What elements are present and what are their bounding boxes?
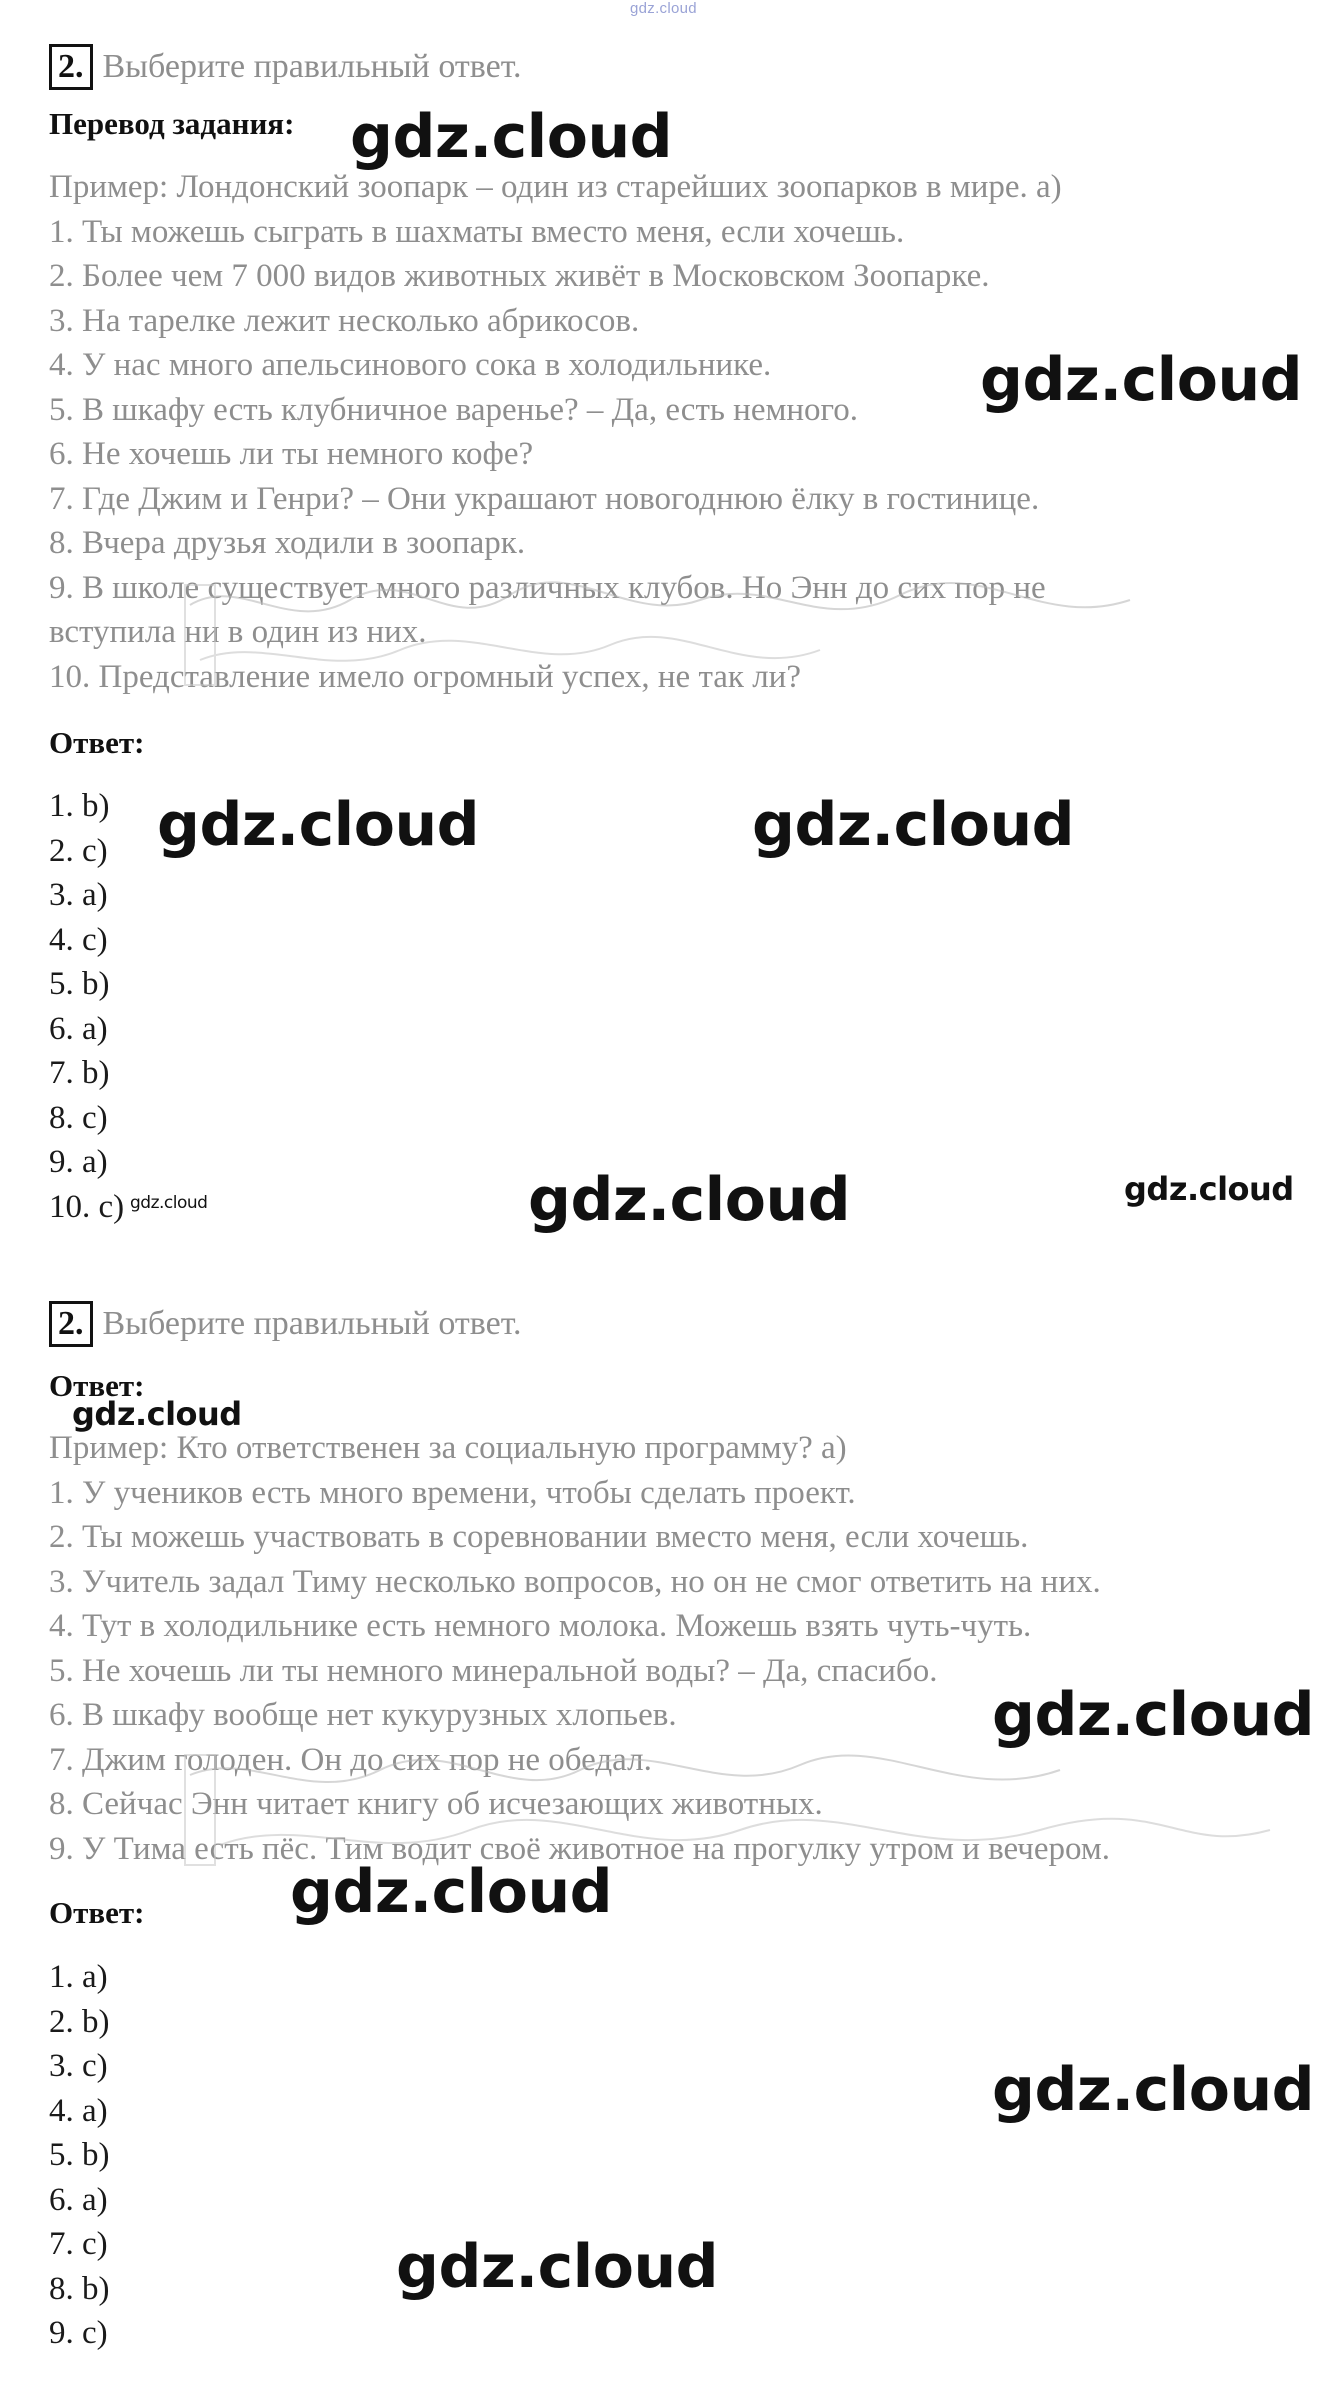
translation-line: Пример: Кто ответственен за социальную программу? а) — [49, 1430, 847, 1466]
watermark: gdz.cloud — [992, 1680, 1315, 1750]
translation-line: 10. Представление имело огромный успех, не так ли? — [49, 658, 801, 695]
task-instruction-1: Выберите правильный ответ. — [102, 48, 522, 85]
translation-line: 9. У Тима есть пёс. Тим водит своё животное на прогулку утром и вечером. — [49, 1830, 1111, 1867]
answer-item: 6. a) — [49, 2181, 108, 2218]
watermark: gdz.cloud — [290, 1857, 613, 1927]
watermark: gdz.cloud — [752, 790, 1075, 860]
answer-item: 4. c) — [49, 921, 108, 958]
answer-item: 8. b) — [49, 2270, 110, 2307]
watermark: gdz.cloud — [350, 102, 673, 172]
answer-item: 3. a) — [49, 877, 108, 913]
watermark: gdz.cloud — [130, 1193, 208, 1213]
watermark: gdz.cloud — [1124, 1170, 1294, 1208]
answer-label-2: Ответ: — [49, 1895, 145, 1930]
task-number-2: 2. — [49, 1301, 93, 1347]
translation-line: 2. Ты можешь участвовать в соревновании вместо меня, если хочешь. — [49, 1519, 1029, 1555]
translation-line: 6. Не хочешь ли ты немного кофе? — [49, 436, 534, 472]
watermark: gdz.cloud — [396, 2232, 719, 2302]
answer-list-2 — [49, 1955, 110, 2356]
translation-line: 5. В шкафу есть клубничное варенье? – Да, есть немного. — [49, 391, 858, 428]
answer-list-1 — [49, 784, 124, 1229]
watermark: gdz.cloud — [992, 2055, 1315, 2125]
translation-line: 4. У нас много апельсинового сока в холодильнике. — [49, 347, 772, 383]
watermark: gdz.cloud — [72, 1395, 242, 1433]
answer-item: 6. a) — [49, 1010, 108, 1047]
translation-line: 7. Где Джим и Генри? – Они украшают новогоднюю ёлку в гостинице. — [49, 480, 1040, 517]
scribble-overlay-1 — [180, 565, 1240, 695]
translation-line: 6. В шкафу вообще нет кукурузных хлопьев. — [49, 1697, 677, 1733]
site-watermark-top: gdz.cloud — [630, 0, 697, 17]
translation-line: 9. В школе существует много различных клубов. Но Энн до сих пор не — [49, 569, 1046, 606]
translation-line: 3. Учитель задал Тиму несколько вопросов, но он не смог ответить на них. — [49, 1563, 1101, 1600]
translation-label-1: Перевод задания: — [49, 106, 295, 141]
answer-item: 3. c) — [49, 2048, 108, 2084]
translation-line: 8. Сейчас Энн читает книгу об исчезающих животных. — [49, 1786, 823, 1822]
translation-label-2: Ответ: — [49, 1368, 145, 1403]
answer-item: 4. a) — [49, 2092, 108, 2129]
answer-label-1: Ответ: — [49, 725, 145, 760]
task-number-1: 2. — [49, 44, 93, 90]
task-heading-1 — [49, 44, 522, 90]
answer-item: 5. b) — [49, 2137, 110, 2173]
answer-item: 5. b) — [49, 966, 110, 1002]
answer-item: 7. c) — [49, 2226, 108, 2262]
answer-item: 10. c) — [49, 1188, 125, 1225]
translation-line: 2. Более чем 7 000 видов животных живёт в Московском Зоопарке. — [49, 258, 990, 294]
answer-item: 1. b) — [49, 788, 110, 824]
answer-item: 9. a) — [49, 1144, 108, 1180]
answer-item: 1. a) — [49, 1959, 108, 1995]
watermark: gdz.cloud — [528, 1165, 851, 1235]
answer-item: 7. b) — [49, 1055, 110, 1091]
task-heading-2 — [49, 1301, 522, 1347]
watermark: gdz.cloud — [157, 790, 480, 860]
answer-item: 2. c) — [49, 832, 108, 869]
watermark: gdz.cloud — [980, 345, 1303, 415]
answer-item: 8. c) — [49, 1099, 108, 1136]
translation-line: вступила ни в один из них. — [49, 614, 427, 650]
translation-line: 1. Ты можешь сыграть в шахматы вместо меня, если хочешь. — [49, 213, 905, 250]
task-instruction-2: Выберите правильный ответ. — [102, 1305, 522, 1342]
translation-line: Пример: Лондонский зоопарк – один из старейших зоопарков в мире. а) — [49, 169, 1062, 205]
translation-line: 8. Вчера друзья ходили в зоопарк. — [49, 525, 526, 561]
translation-line: 5. Не хочешь ли ты немного минеральной воды? – Да, спасибо. — [49, 1652, 938, 1689]
translation-line: 7. Джим голоден. Он до сих пор не обедал. — [49, 1741, 652, 1778]
translation-line: 4. Тут в холодильнике есть немного молока. Можешь взять чуть-чуть. — [49, 1608, 1032, 1644]
answer-item: 9. c) — [49, 2315, 108, 2351]
translation-line: 1. У учеников есть много времени, чтобы сделать проект. — [49, 1474, 856, 1511]
translation-line: 3. На тарелке лежит несколько абрикосов. — [49, 302, 640, 339]
answer-item: 2. b) — [49, 2003, 110, 2040]
